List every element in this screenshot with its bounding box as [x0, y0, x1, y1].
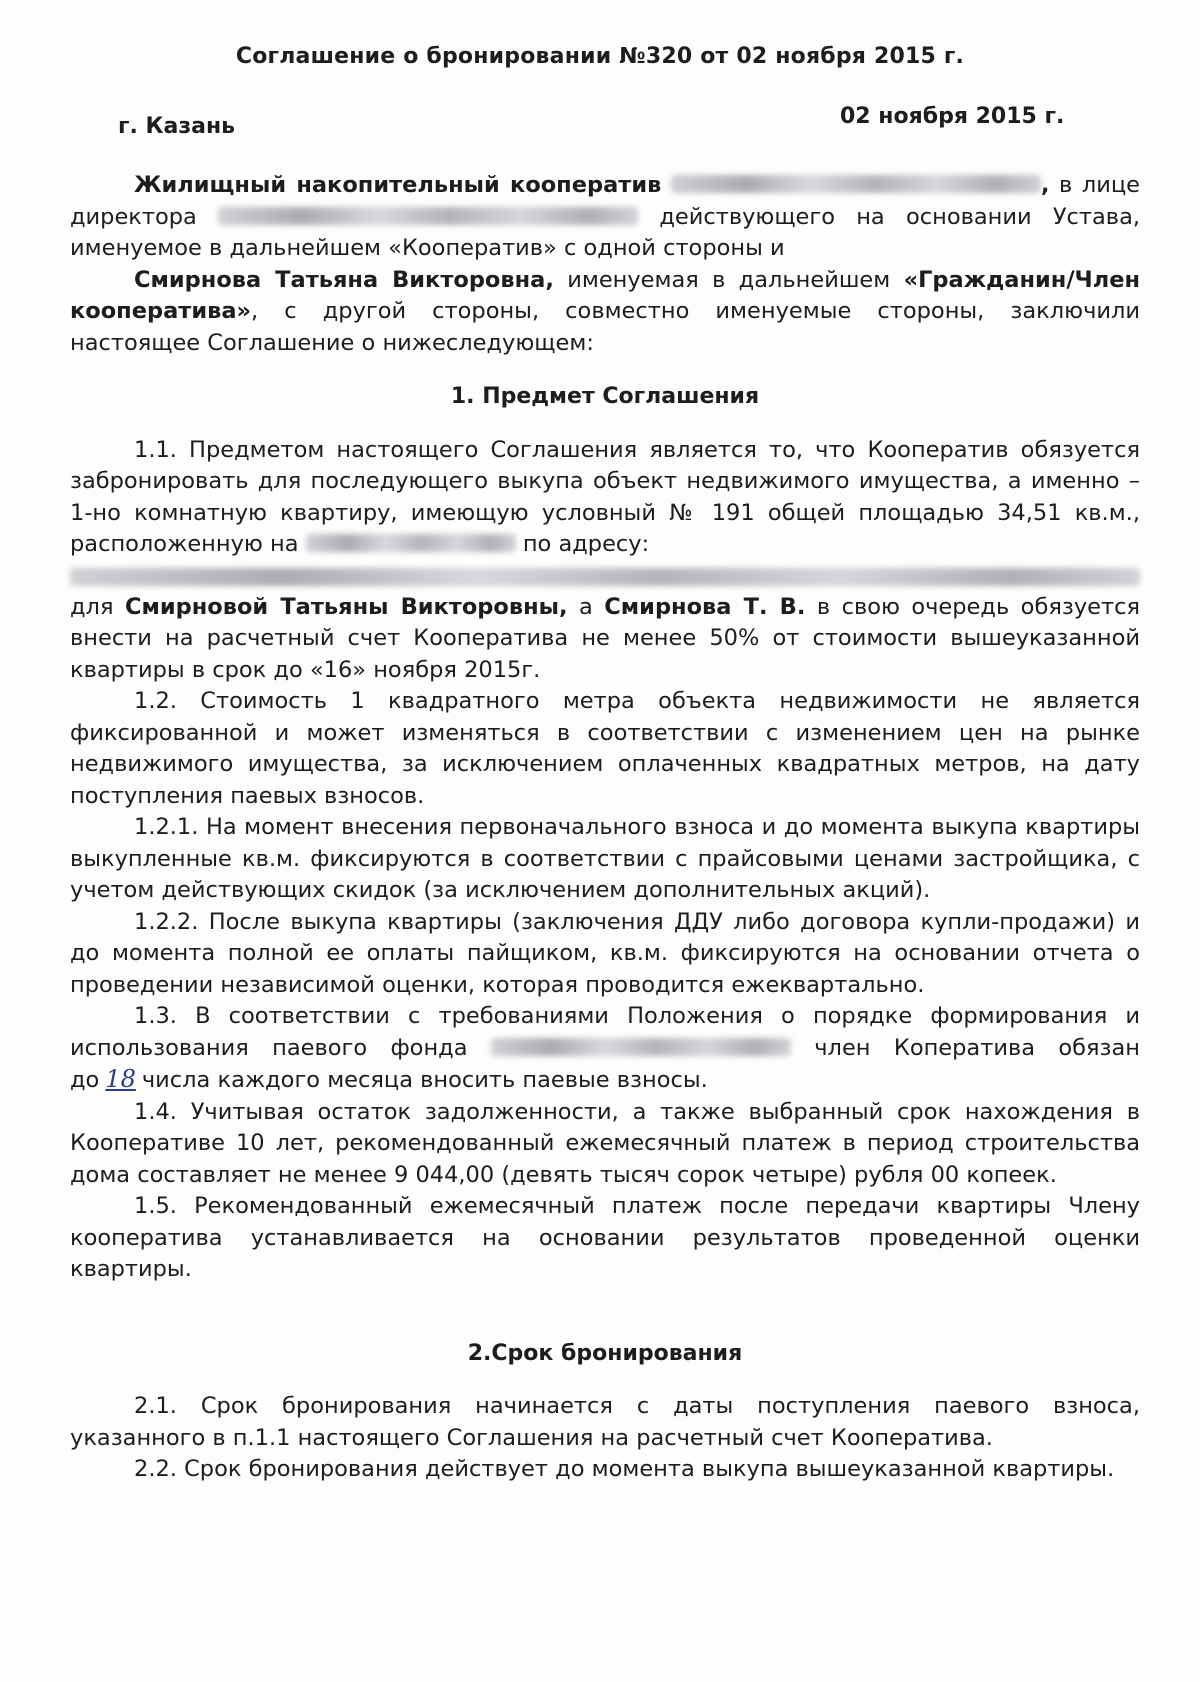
clause-2-1: 2.1. Срок бронирования начинается с даты поступления паевого взноса, указанного в п.1.1 настоящего Соглашения на расчетный счет Кооператива. — [70, 1393, 1140, 1451]
clause-1-2-1: 1.2.1. На момент внесения первоначального взноса и до момента выкупа квартиры выкупленные кв.м. фиксируются в соответствии с прайсовыми ценами застройщика, с учетом действующих скидок (за исключением дополнительных акций). — [70, 814, 1140, 903]
clause-1-1-text-b: по адресу: — [522, 531, 650, 557]
clause-1-1-text-a: 1.1. Предметом настоящего Соглашения является то, что Кооператив обязуется забронировать для последующего выкупа объект недвижимого имущества, а именно – 1-но комнатную квартиру, имеющую условный № 191 общей площадью 34,51 кв.м., расположенную на — [70, 436, 1140, 557]
coop-comma: , — [1040, 172, 1050, 198]
clause-1-1-text-d: а — [579, 593, 593, 620]
coop-label: Жилищный накопительный кооператив — [134, 172, 662, 198]
redacted-director-name — [218, 207, 638, 225]
clause-1-3-text-c: числа каждого месяца вносить паевые взносы. — [141, 1067, 708, 1093]
citizen-name: Смирнова Татьяна Викторовна, — [134, 266, 554, 293]
clause-1-5: 1.5. Рекомендованный ежемесячный платеж после передачи квартиры Члену кооператива устанавливается на основании результатов проведенной оценки квартиры. — [70, 1193, 1140, 1282]
clause-1-1-name2: Смирнова Т. В. — [604, 593, 806, 620]
redacted-address — [70, 568, 1140, 586]
clause-1-1 — [70, 435, 1140, 687]
citizen-mid: именуемая в дальнейшем — [567, 266, 891, 293]
clause-1-1-name1: Смирновой Татьяны Викторовны, — [124, 593, 568, 620]
clause-1-2-2: 1.2.2. После выкупа квартиры (заключения ДДУ либо договора купли-продажи) и до момента полной ее оплаты пайщиком, кв.м. фиксируются на основании отчета о проведении независимой оценки, которая проводится ежеквартально. — [70, 908, 1140, 998]
clause-1-4: 1.4. Учитывая остаток задолженности, а также выбранный срок нахождения в Кооперативе 10 лет, рекомендованный ежемесячный платеж в период строительства дома составляет не менее 9 044,00 (девять тысяч сорок четыре) рубля 00 копеек. — [70, 1098, 1140, 1188]
clause-1-3 — [70, 1001, 1140, 1097]
clause-1-1-text-e: в свою очередь обязуется внести на расчетный счет Кооператива не менее 50% от стоимости вышеуказанной квартиры в срок до «16» ноября 2015г. — [70, 593, 1140, 683]
clause-1-1-text-c: для — [70, 593, 114, 620]
clause-1-2: 1.2. Стоимость 1 квадратного метра объекта недвижимости не является фиксированной и может изменяться в соответствии с изменением цен на рынке недвижимого имущества, за исключением оплаченных квадратных метров, на дату поступления паевых взносов. — [70, 688, 1140, 809]
document-date: 02 ноября 2015 г. — [840, 104, 1065, 129]
intro-paragraph — [70, 170, 1140, 265]
document-body — [70, 170, 1140, 1486]
director-suffix: действующего на основании Устава, именуемое в дальнейшем «Кооператив» с одной стороны и — [70, 203, 1141, 261]
clause-2-2: 2.2. Срок бронирования действует до момента выкупа вышеуказанной квартиры. — [134, 1456, 1115, 1482]
redacted-floor — [306, 534, 516, 552]
citizen-paragraph — [70, 265, 1140, 360]
handwritten-day: 18 — [105, 1065, 136, 1093]
director-prefix: в лице директора — [70, 172, 1140, 230]
section2-heading: 2.Срок бронирования — [467, 1340, 743, 1366]
document-title: Соглашение о бронировании №320 от 02 ноября 2015 г. — [235, 44, 965, 69]
clause-1-3-text-a: 1.3. В соответствии с требованиями Положения о порядке формирования и использования паевого фонда — [70, 1003, 1140, 1061]
citizen-role: «Гражданин/Член кооператива» — [70, 266, 1141, 324]
redacted-coop-name — [671, 175, 1041, 193]
redacted-fund-name — [491, 1038, 791, 1056]
section1-heading: 1. Предмет Соглашения — [450, 384, 760, 409]
citizen-tail: , с другой стороны, совместно именуемые стороны, заключили настоящее Соглашение о нижеследующем: — [70, 298, 1140, 356]
document-city: г. Казань — [118, 114, 236, 139]
clause-1-3-text-b: член Копeратива обязан до — [70, 1034, 1141, 1093]
